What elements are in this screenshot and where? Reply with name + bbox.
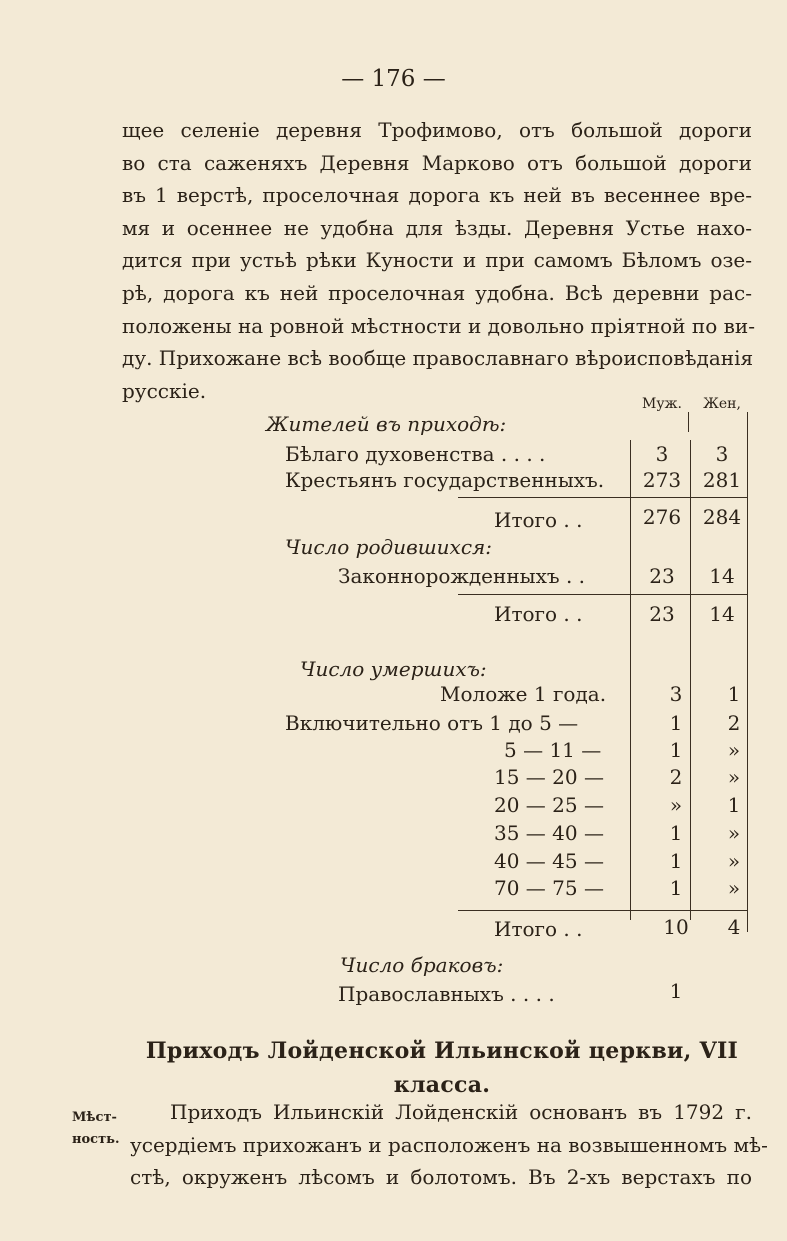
column-header-female: Жен, — [703, 396, 741, 412]
text-line: мя и осеннее не удобна для ѣзды. Деревня Устье нахо- — [122, 215, 752, 240]
female-value: » — [727, 738, 741, 762]
female-total: 284 — [702, 505, 742, 529]
total-label: Итого . . — [494, 508, 583, 532]
page-number: — 176 — — [341, 66, 446, 92]
text-line: въ 1 верстѣ, проселочная дорога къ ней въ весеннее вре- — [122, 183, 752, 208]
column-rule — [630, 440, 631, 920]
row-label: 5 — 11 — — [504, 738, 602, 762]
margin-note: Мѣст- — [72, 1110, 117, 1125]
male-value: » — [669, 793, 683, 817]
margin-note: ность. — [72, 1132, 120, 1147]
female-value: » — [727, 849, 741, 873]
text-line: во ста саженяхъ Деревня Марково отъ большой дороги — [122, 150, 752, 175]
male-value: 1 — [669, 738, 683, 762]
row-label: Включительно отъ 1 до 5 — — [285, 711, 579, 735]
section-heading-line: класса. — [393, 1072, 491, 1098]
female-value: 281 — [702, 468, 742, 492]
deaths-heading: Число умершихъ: — [300, 657, 487, 681]
male-value: 3 — [655, 442, 669, 466]
male-value: 23 — [649, 564, 675, 588]
female-value: » — [727, 821, 741, 845]
row-label: 70 — 75 — — [494, 876, 604, 900]
female-total: 4 — [727, 915, 741, 939]
section-heading — [122, 1034, 762, 1102]
female-value: 1 — [727, 793, 741, 817]
female-value: » — [727, 876, 741, 900]
male-value: 1 — [669, 979, 683, 1003]
section-heading-line: Приходъ Лойденской Ильинской церкви, VII — [145, 1038, 739, 1064]
residents-heading: Жителей въ приходѣ: — [266, 412, 507, 436]
row-label: 40 — 45 — — [494, 849, 604, 873]
male-total: 23 — [649, 602, 675, 626]
marriages-heading: Число браковъ: — [340, 953, 504, 977]
text-line: щее селеніе деревня Трофимово, отъ большой дороги — [122, 118, 752, 142]
total-label: Итого . . — [494, 602, 583, 626]
total-rule — [458, 594, 748, 595]
text-line: Приходъ Ильинскій Лойденскій основанъ въ 1792 г. — [170, 1100, 752, 1124]
male-value: 273 — [642, 468, 682, 492]
male-value: 1 — [669, 711, 683, 735]
row-label: Бѣлаго духовенства . . . . — [285, 442, 546, 466]
male-value: 1 — [669, 876, 683, 900]
male-total: 10 — [663, 915, 689, 939]
female-value: 2 — [727, 711, 741, 735]
row-label: 15 — 20 — — [494, 765, 604, 789]
row-label: Законнорожденныхъ . . — [338, 564, 586, 588]
row-label: Крестьянъ государственныхъ. — [285, 468, 605, 492]
text-line: усердіемъ прихожанъ и расположенъ на возвышенномъ мѣ- — [130, 1132, 768, 1157]
text-line: положены на ровной мѣстности и довольно пріятной по ви- — [122, 313, 755, 338]
row-label: 35 — 40 — — [494, 821, 604, 845]
male-value: 1 — [669, 849, 683, 873]
male-value: 2 — [669, 765, 683, 789]
text-line: русскіе. — [122, 378, 207, 403]
female-value: 1 — [727, 682, 741, 706]
female-total: 14 — [709, 602, 735, 626]
total-label: Итого . . — [494, 917, 583, 941]
male-value: 1 — [669, 821, 683, 845]
column-rule — [688, 412, 689, 432]
row-label: Православныхъ . . . . — [338, 982, 555, 1006]
text-line: дится при устьѣ рѣки Куности и при самомъ Бѣломъ озе- — [122, 248, 752, 273]
row-label: 20 — 25 — — [494, 793, 604, 817]
column-header-male: Муж. — [642, 396, 682, 412]
text-line: стѣ, окруженъ лѣсомъ и болотомъ. Въ 2-хъ верстахъ по — [130, 1165, 752, 1190]
total-rule — [458, 497, 748, 498]
row-label: Моложе 1 года. — [440, 682, 607, 706]
female-value: 3 — [715, 442, 729, 466]
female-value: 14 — [709, 564, 735, 588]
female-value: » — [727, 765, 741, 789]
male-value: 3 — [669, 682, 683, 706]
text-line: ду. Прихожане всѣ вообще православнаго вѣроисповѣданія — [122, 346, 754, 371]
section-paragraph — [130, 1096, 768, 1194]
births-heading: Число родившихся: — [285, 535, 493, 559]
male-total: 276 — [642, 505, 682, 529]
total-rule — [458, 910, 748, 911]
text-line: рѣ, дорога къ ней проселочная удобна. Всѣ деревни рас- — [122, 280, 752, 305]
